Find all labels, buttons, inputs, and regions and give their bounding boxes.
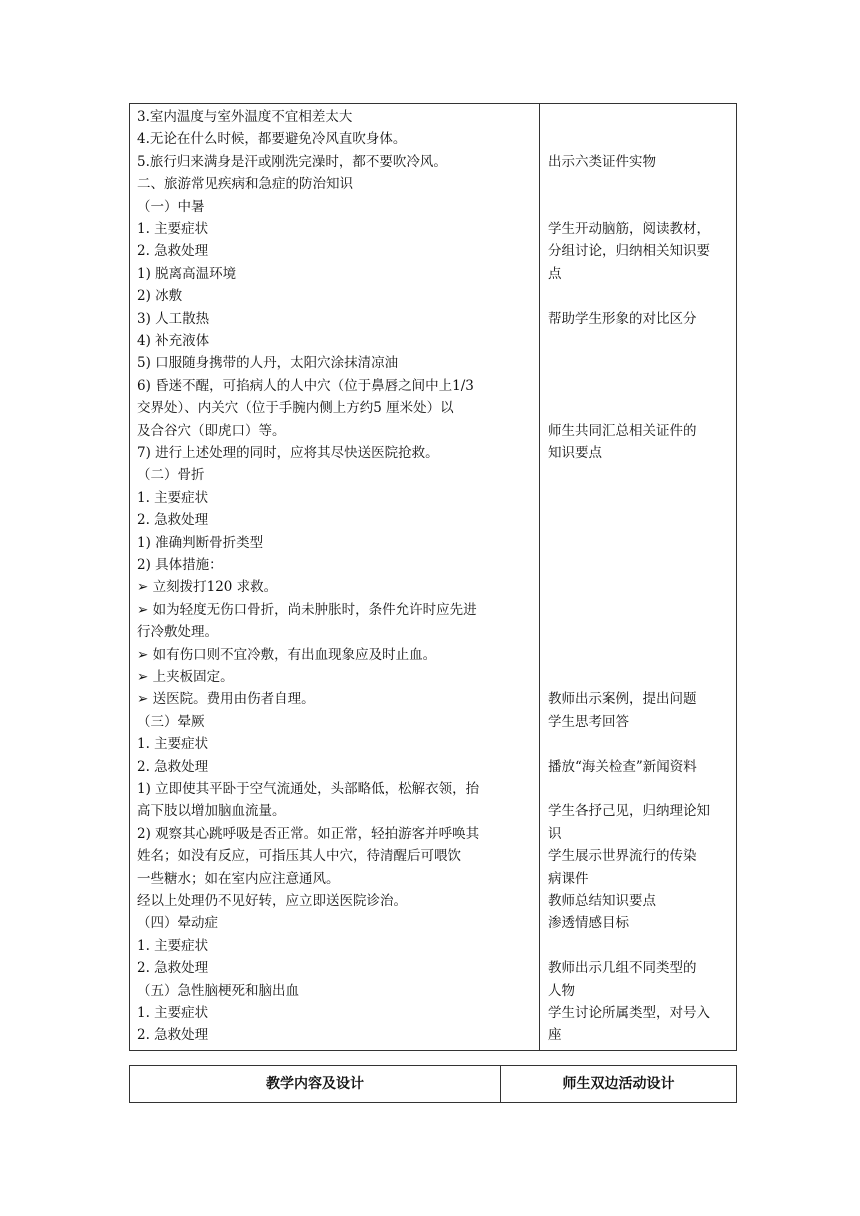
content-line: （四）晕动症 <box>137 915 218 932</box>
content-line: 1) 立即使其平卧于空气流通处，头部略低，松解衣领，抬 <box>137 781 480 797</box>
activity-line: 点 <box>548 265 562 282</box>
activity-line: 分组讨论，归纳相关知识要 <box>548 243 710 260</box>
content-line: 高下肢以增加脑血流量。 <box>137 803 286 820</box>
activity-line: 师生共同汇总相关证件的 <box>548 422 697 439</box>
content-line: ➢ 上夹板固定。 <box>137 669 234 685</box>
content-line: 1. 主要症状 <box>137 1005 209 1021</box>
content-line: 6) 昏迷不醒，可掐病人的人中穴（位于鼻唇之间中上1/3 <box>137 377 474 394</box>
activity-line: 学生开动脑筋，阅读教材， <box>548 221 710 237</box>
content-line: 1) 脱离高温环境 <box>137 265 237 282</box>
content-line: （五）急性脑梗死和脑出血 <box>137 982 299 999</box>
activity-line: 教师出示几组不同类型的 <box>548 960 697 977</box>
activity-line: 教师出示案例，提出问题 <box>548 691 697 708</box>
content-line: 5) 口服随身携带的人丹，太阳穴涂抹清凉油 <box>137 355 399 372</box>
content-line: 姓名；如没有反应，可指压其人中穴，待清醒后可喂饮 <box>137 848 461 865</box>
content-line: 1. 主要症状 <box>137 937 209 954</box>
content-line: 及合谷穴（即虎口）等。 <box>137 422 286 439</box>
content-line: 2. 急救处理 <box>137 1027 209 1044</box>
content-line: 一些糖水；如在室内应注意通风。 <box>137 870 340 887</box>
content-line: ➢ 送医院。费用由伤者自理。 <box>137 691 315 708</box>
content-line: 2) 观察其心跳呼吸是否正常。如正常，轻拍游客并呼唤其 <box>137 825 480 842</box>
content-line: （一）中暑 <box>137 198 205 215</box>
content-line: 5.旅行归来满身是汗或刚洗完澡时，都不要吹冷风。 <box>137 153 447 170</box>
content-line: ➢ 如为轻度无伤口骨折，尚未肿胀时，条件允许时应先进 <box>137 601 477 618</box>
activity-line: 播放“海关检查”新闻资料 <box>548 758 697 775</box>
header-activity-design: 师生双边活动设计 <box>562 1076 675 1092</box>
content-line: 2. 急救处理 <box>137 758 209 775</box>
content-line: 1. 主要症状 <box>137 221 209 237</box>
content-line: 2) 冰敷 <box>137 288 183 305</box>
content-line: 2. 急救处理 <box>137 243 209 260</box>
content-line: 2) 具体措施： <box>137 557 223 573</box>
activity-line: 帮助学生形象的对比区分 <box>548 310 697 327</box>
content-line: 1. 主要症状 <box>137 736 209 753</box>
content-line: 经以上处理仍不见好转，应立即送医院诊治。 <box>137 893 407 909</box>
content-line: 3.室内温度与室外温度不宜相差太大 <box>137 109 353 125</box>
content-line: 2. 急救处理 <box>137 960 209 977</box>
header-teaching-content: 教学内容及设计 <box>266 1076 364 1092</box>
activity-line: 知识要点 <box>548 445 602 461</box>
content-line: 4.无论在什么时候，都要避免冷风直吹身体。 <box>137 131 407 148</box>
content-line: 二、旅游常见疾病和急症的防治知识 <box>137 176 353 193</box>
activity-line: 识 <box>548 825 562 842</box>
lesson-content-table <box>129 103 737 1051</box>
content-line: 交界处）、内关穴（位于手腕内侧上方约5 厘米处）以 <box>137 400 454 417</box>
activity-line: 出示六类证件实物 <box>548 153 656 170</box>
content-line: 7) 进行上述处理的同时，应将其尽快送医院抢救。 <box>137 445 439 461</box>
section-header-table <box>129 1065 737 1103</box>
content-line: ➢ 立刻拨打120 求救。 <box>137 579 278 596</box>
activity-line: 座 <box>548 1027 562 1044</box>
activity-line: 学生思考回答 <box>548 713 629 730</box>
content-line: 行冷敷处理。 <box>137 624 218 641</box>
activity-line: 学生展示世界流行的传染 <box>548 848 697 865</box>
content-line: （三）晕厥 <box>137 713 205 730</box>
column-divider <box>539 104 540 1050</box>
content-line: ➢ 如有伤口则不宜冷敷，有出血现象应及时止血。 <box>137 646 437 663</box>
activity-line: 教师总结知识要点 <box>548 893 656 909</box>
content-line: 4) 补充液体 <box>137 333 210 349</box>
activity-line: 学生各抒己见，归纳理论知 <box>548 803 710 820</box>
activity-line: 渗透情感目标 <box>548 915 629 932</box>
activity-line: 人物 <box>548 982 575 999</box>
content-line: （二）骨折 <box>137 467 205 484</box>
content-line: 1. 主要症状 <box>137 489 209 506</box>
content-line: 3) 人工散热 <box>137 310 210 327</box>
activity-line: 学生讨论所属类型，对号入 <box>548 1005 710 1021</box>
activity-line: 病课件 <box>548 870 589 887</box>
content-line: 2. 急救处理 <box>137 512 209 529</box>
content-line: 1) 准确判断骨折类型 <box>137 534 264 551</box>
